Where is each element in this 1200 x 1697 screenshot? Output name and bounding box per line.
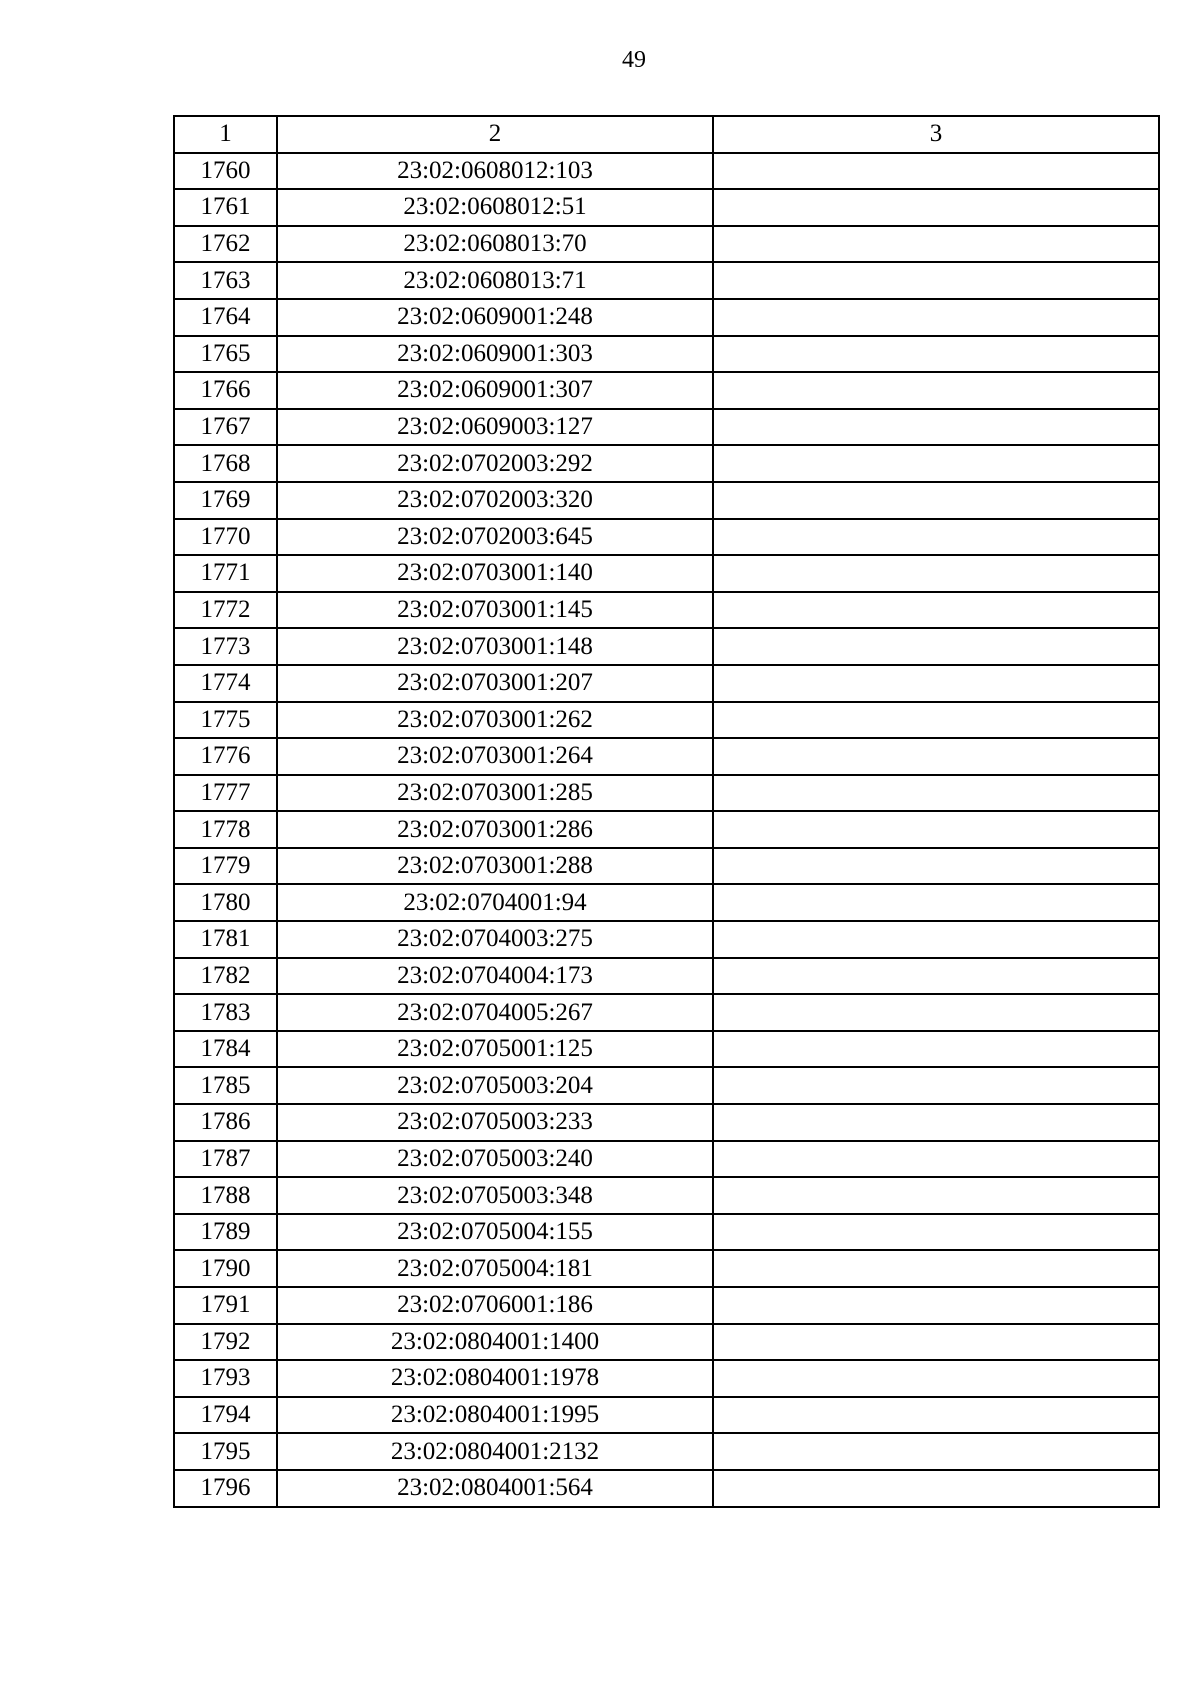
cadastral-number-cell: 23:02:0705003:204	[277, 1067, 713, 1104]
cadastral-number-cell: 23:02:0705003:233	[277, 1104, 713, 1141]
cadastral-number-cell: 23:02:0704003:275	[277, 921, 713, 958]
empty-cell	[713, 702, 1159, 739]
row-index-cell: 1762	[174, 226, 277, 263]
empty-cell	[713, 1360, 1159, 1397]
empty-cell	[713, 299, 1159, 336]
empty-cell	[713, 1470, 1159, 1507]
row-index-cell: 1781	[174, 921, 277, 958]
row-index-cell: 1786	[174, 1104, 277, 1141]
cadastral-number-cell: 23:02:0704005:267	[277, 994, 713, 1031]
empty-cell	[713, 262, 1159, 299]
row-index-cell: 1775	[174, 702, 277, 739]
column-number-2: 2	[277, 116, 713, 153]
row-index-cell: 1765	[174, 336, 277, 373]
column-number-row	[174, 116, 1159, 153]
empty-cell	[713, 958, 1159, 995]
empty-cell	[713, 738, 1159, 775]
empty-cell	[713, 519, 1159, 556]
table-row	[174, 738, 1159, 775]
row-index-cell: 1784	[174, 1031, 277, 1068]
cadastral-number-cell: 23:02:0705001:125	[277, 1031, 713, 1068]
row-index-cell: 1785	[174, 1067, 277, 1104]
cadastral-number-cell: 23:02:0703001:288	[277, 848, 713, 885]
empty-cell	[713, 1324, 1159, 1361]
empty-cell	[713, 1141, 1159, 1178]
cadastral-number-cell: 23:02:0703001:286	[277, 811, 713, 848]
table-row	[174, 884, 1159, 921]
empty-cell	[713, 665, 1159, 702]
table-row	[174, 1141, 1159, 1178]
cadastral-number-cell: 23:02:0609001:248	[277, 299, 713, 336]
empty-cell	[713, 153, 1159, 190]
cadastral-number-cell: 23:02:0705004:181	[277, 1250, 713, 1287]
empty-cell	[713, 189, 1159, 226]
row-index-cell: 1763	[174, 262, 277, 299]
row-index-cell: 1777	[174, 775, 277, 812]
table-row	[174, 921, 1159, 958]
empty-cell	[713, 1031, 1159, 1068]
cadastral-number-cell: 23:02:0702003:292	[277, 445, 713, 482]
table-row	[174, 445, 1159, 482]
cadastral-number-cell: 23:02:0703001:285	[277, 775, 713, 812]
cadastral-number-cell: 23:02:0609001:303	[277, 336, 713, 373]
table-row	[174, 592, 1159, 629]
cadastral-number-cell: 23:02:0608013:71	[277, 262, 713, 299]
table-row	[174, 1324, 1159, 1361]
row-index-cell: 1772	[174, 592, 277, 629]
empty-cell	[713, 1287, 1159, 1324]
cadastral-number-cell: 23:02:0608012:103	[277, 153, 713, 190]
row-index-cell: 1783	[174, 994, 277, 1031]
row-index-cell: 1782	[174, 958, 277, 995]
empty-cell	[713, 994, 1159, 1031]
table-row	[174, 1177, 1159, 1214]
row-index-cell: 1788	[174, 1177, 277, 1214]
row-index-cell: 1796	[174, 1470, 277, 1507]
empty-cell	[713, 1250, 1159, 1287]
table-row	[174, 153, 1159, 190]
table-row	[174, 1433, 1159, 1470]
row-index-cell: 1767	[174, 409, 277, 446]
row-index-cell: 1771	[174, 555, 277, 592]
table-row	[174, 1287, 1159, 1324]
empty-cell	[713, 555, 1159, 592]
table-row	[174, 994, 1159, 1031]
table-row	[174, 1250, 1159, 1287]
cadastral-number-cell: 23:02:0705003:348	[277, 1177, 713, 1214]
table-row	[174, 775, 1159, 812]
table-row	[174, 262, 1159, 299]
row-index-cell: 1768	[174, 445, 277, 482]
cadastral-number-cell: 23:02:0609003:127	[277, 409, 713, 446]
cadastral-number-cell: 23:02:0804001:1995	[277, 1397, 713, 1434]
empty-cell	[713, 884, 1159, 921]
table-row	[174, 1067, 1159, 1104]
empty-cell	[713, 1177, 1159, 1214]
cadastral-number-cell: 23:02:0704004:173	[277, 958, 713, 995]
table-row	[174, 409, 1159, 446]
table-row	[174, 1104, 1159, 1141]
table-row	[174, 482, 1159, 519]
row-index-cell: 1761	[174, 189, 277, 226]
cadastral-number-cell: 23:02:0702003:320	[277, 482, 713, 519]
table-row	[174, 811, 1159, 848]
empty-cell	[713, 848, 1159, 885]
row-index-cell: 1770	[174, 519, 277, 556]
table-row	[174, 665, 1159, 702]
table-row	[174, 189, 1159, 226]
table-row	[174, 1397, 1159, 1434]
cadastral-number-cell: 23:02:0705004:155	[277, 1214, 713, 1251]
cadastral-number-cell: 23:02:0608013:70	[277, 226, 713, 263]
empty-cell	[713, 336, 1159, 373]
row-index-cell: 1787	[174, 1141, 277, 1178]
row-index-cell: 1773	[174, 628, 277, 665]
empty-cell	[713, 409, 1159, 446]
row-index-cell: 1793	[174, 1360, 277, 1397]
row-index-cell: 1780	[174, 884, 277, 921]
empty-cell	[713, 226, 1159, 263]
cadastral-number-cell: 23:02:0703001:262	[277, 702, 713, 739]
cadastral-number-cell: 23:02:0804001:1400	[277, 1324, 713, 1361]
empty-cell	[713, 482, 1159, 519]
table-row	[174, 1031, 1159, 1068]
empty-cell	[713, 921, 1159, 958]
cadastral-number-cell: 23:02:0804001:2132	[277, 1433, 713, 1470]
row-index-cell: 1766	[174, 372, 277, 409]
row-index-cell: 1795	[174, 1433, 277, 1470]
table-row	[174, 1470, 1159, 1507]
cadastral-number-cell: 23:02:0703001:148	[277, 628, 713, 665]
cadastral-number-cell: 23:02:0609001:307	[277, 372, 713, 409]
table-row	[174, 299, 1159, 336]
cadastral-number-cell: 23:02:0703001:145	[277, 592, 713, 629]
row-index-cell: 1774	[174, 665, 277, 702]
row-index-cell: 1792	[174, 1324, 277, 1361]
table-row	[174, 848, 1159, 885]
table-row	[174, 519, 1159, 556]
cadastral-number-cell: 23:02:0703001:264	[277, 738, 713, 775]
row-index-cell: 1789	[174, 1214, 277, 1251]
row-index-cell: 1779	[174, 848, 277, 885]
row-index-cell: 1794	[174, 1397, 277, 1434]
page-number: 49	[622, 47, 646, 73]
row-index-cell: 1776	[174, 738, 277, 775]
cadastral-number-cell: 23:02:0608012:51	[277, 189, 713, 226]
cadastral-number-cell: 23:02:0706001:186	[277, 1287, 713, 1324]
row-index-cell: 1760	[174, 153, 277, 190]
empty-cell	[713, 445, 1159, 482]
column-number-3: 3	[713, 116, 1159, 153]
empty-cell	[713, 592, 1159, 629]
empty-cell	[713, 1104, 1159, 1141]
column-number-1: 1	[174, 116, 277, 153]
row-index-cell: 1769	[174, 482, 277, 519]
table-row	[174, 555, 1159, 592]
table-row	[174, 372, 1159, 409]
cadastral-number-cell: 23:02:0705003:240	[277, 1141, 713, 1178]
cadastral-number-cell: 23:02:0703001:207	[277, 665, 713, 702]
table-row	[174, 226, 1159, 263]
cadastral-number-cell: 23:02:0702003:645	[277, 519, 713, 556]
row-index-cell: 1764	[174, 299, 277, 336]
table-row	[174, 1214, 1159, 1251]
empty-cell	[713, 1067, 1159, 1104]
cadastral-number-cell: 23:02:0704001:94	[277, 884, 713, 921]
table-row	[174, 1360, 1159, 1397]
table-body	[174, 153, 1159, 1507]
empty-cell	[713, 628, 1159, 665]
table-row	[174, 336, 1159, 373]
row-index-cell: 1791	[174, 1287, 277, 1324]
empty-cell	[713, 1397, 1159, 1434]
empty-cell	[713, 372, 1159, 409]
row-index-cell: 1790	[174, 1250, 277, 1287]
empty-cell	[713, 1214, 1159, 1251]
cadastral-number-cell: 23:02:0703001:140	[277, 555, 713, 592]
table-row	[174, 702, 1159, 739]
cadastral-number-cell: 23:02:0804001:564	[277, 1470, 713, 1507]
row-index-cell: 1778	[174, 811, 277, 848]
table-row	[174, 628, 1159, 665]
cadastral-number-cell: 23:02:0804001:1978	[277, 1360, 713, 1397]
cadastral-table	[173, 115, 1160, 1508]
table-row	[174, 958, 1159, 995]
empty-cell	[713, 811, 1159, 848]
empty-cell	[713, 775, 1159, 812]
empty-cell	[713, 1433, 1159, 1470]
